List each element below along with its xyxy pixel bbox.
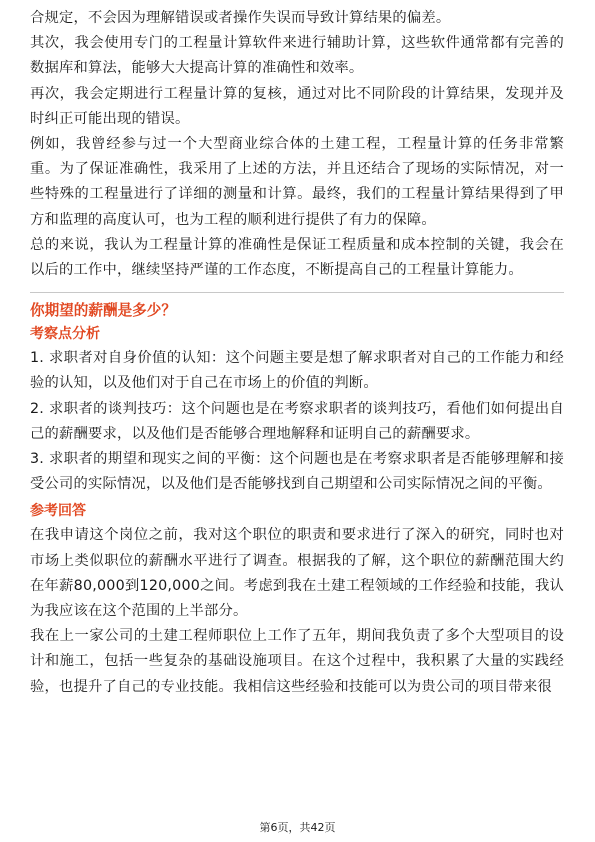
analysis-point: 1. 求职者对自身价值的认知：这个问题主要是想了解求职者对自己的工作能力和经验的认知，以及他们对于自己在市场上的价值的判断。 (30, 350, 564, 392)
intro-paragraph: 总的来说，我认为工程量计算的准确性是保证工程质量和成本控制的关键，我会在以后的工作中，继续坚持严谨的工作态度，不断提高自己的工程量计算能力。 (30, 236, 564, 279)
analysis-point: 2. 求职者的谈判技巧：这个问题也是在考察求职者的谈判技巧，看他们如何提出自己的薪酬要求，以及他们是否能够合理地解释和证明自己的薪酬要求。 (30, 400, 564, 442)
intro-paragraph: 例如，我曾经参与过一个大型商业综合体的土建工程，工程量计算的任务非常繁重。为了保证准确性，我采用了上述的方法，并且还结合了现场的实际情况，对一些特殊的工程量进行了详细的测量和计算。最终，我们的工程量计算结果得到了甲方和监理的高度认可，也为工程的顺利进行提供了有力的保障。 (30, 136, 564, 228)
intro-paragraph: 再次，我会定期进行工程量计算的复核，通过对比不同阶段的计算结果，发现并及时纠正可能出现的错误。 (30, 85, 564, 127)
section-divider (30, 292, 564, 293)
question-heading: 你期望的薪酬是多少？ (30, 302, 176, 320)
answer-heading: 参考回答 (30, 503, 86, 520)
answer-paragraph: 我在上一家公司的土建工程师职位上工作了五年，期间我负责了多个大型项目的设计和施工，包括一些复杂的基础设施项目。在这个过程中，我积累了大量的实践经验，也提升了自己的专业技能。我相信这些经验和技能可以为贵公司的项目带来很 (30, 628, 564, 695)
document-page (30, 6, 564, 700)
intro-paragraph: 合规定，不会因为理解错误或者操作失误而导致计算结果的偏差。 (30, 10, 451, 26)
analysis-heading: 考察点分析 (30, 326, 100, 343)
answer-paragraph: 在我申请这个岗位之前，我对这个职位的职责和要求进行了深入的研究，同时也对市场上类似职位的薪酬水平进行了调查。根据我的了解，这个职位的薪酬范围大约在年薪80,000到120,000之间。考虑到我在土建工程领域的工作经验和技能，我认为我应该在这个范围的上半部分。 (30, 527, 564, 620)
page-number: 第6页，共42页 (259, 821, 336, 834)
analysis-point: 3. 求职者的期望和现实之间的平衡：这个问题也是在考察求职者是否能够理解和接受公司的实际情况，以及他们是否能够找到自己期望和公司实际情况之间的平衡。 (30, 451, 564, 493)
intro-paragraph: 其次，我会使用专门的工程量计算软件来进行辅助计算，这些软件通常都有完善的数据库和算法，能够大大提高计算的准确性和效率。 (30, 35, 564, 77)
